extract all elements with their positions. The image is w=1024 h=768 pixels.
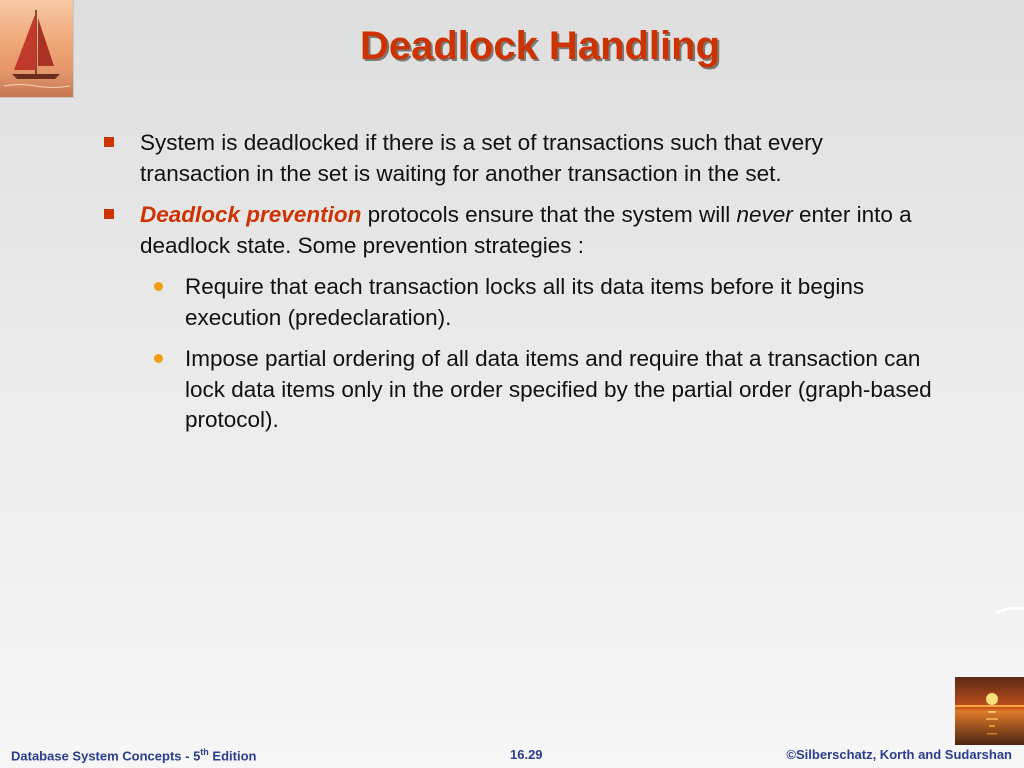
footer-sup: th [200, 747, 209, 757]
dot-bullet-icon [154, 282, 163, 291]
swoosh-decoration [996, 606, 1024, 616]
sub-bullet-item [104, 344, 934, 436]
square-bullet-icon [104, 209, 114, 219]
dot-bullet-icon [154, 354, 163, 363]
bullet-text: System is deadlocked if there is a set of transactions such that every transaction in the set is waiting for another transaction in the set. [140, 130, 823, 186]
bullet-emphasis: Deadlock prevention [140, 202, 362, 227]
sub-bullet-text: Require that each transaction locks all its data items before it begins execution (predeclaration). [185, 274, 865, 330]
sunset-image [955, 677, 1024, 745]
bullet-item [104, 200, 934, 261]
bullet-text: enter into a deadlock state. Some prevention strategies : [140, 202, 912, 258]
bullet-item [104, 128, 934, 189]
footer [0, 738, 1024, 768]
footer-book-title [11, 747, 256, 763]
footer-book-title-text: Database System Concepts - 5 [11, 748, 201, 764]
footer-edition-text: Edition [208, 748, 257, 764]
footer-copyright: ©Silberschatz, Korth and Sudarshan [786, 747, 1012, 762]
slide-content [104, 128, 934, 447]
sub-bullet-text: Impose partial ordering of all data items and require that a transaction can lock data items only in the order specified by the partial order (graph-based protocol). [185, 346, 932, 432]
footer-page-number: 16.29 [510, 747, 543, 762]
sub-bullet-item [104, 272, 934, 333]
square-bullet-icon [104, 137, 114, 147]
bullet-text: protocols ensure that the system will [361, 202, 737, 227]
page-title: Deadlock Handling [359, 24, 721, 68]
bullet-italic-word: never [736, 202, 793, 227]
